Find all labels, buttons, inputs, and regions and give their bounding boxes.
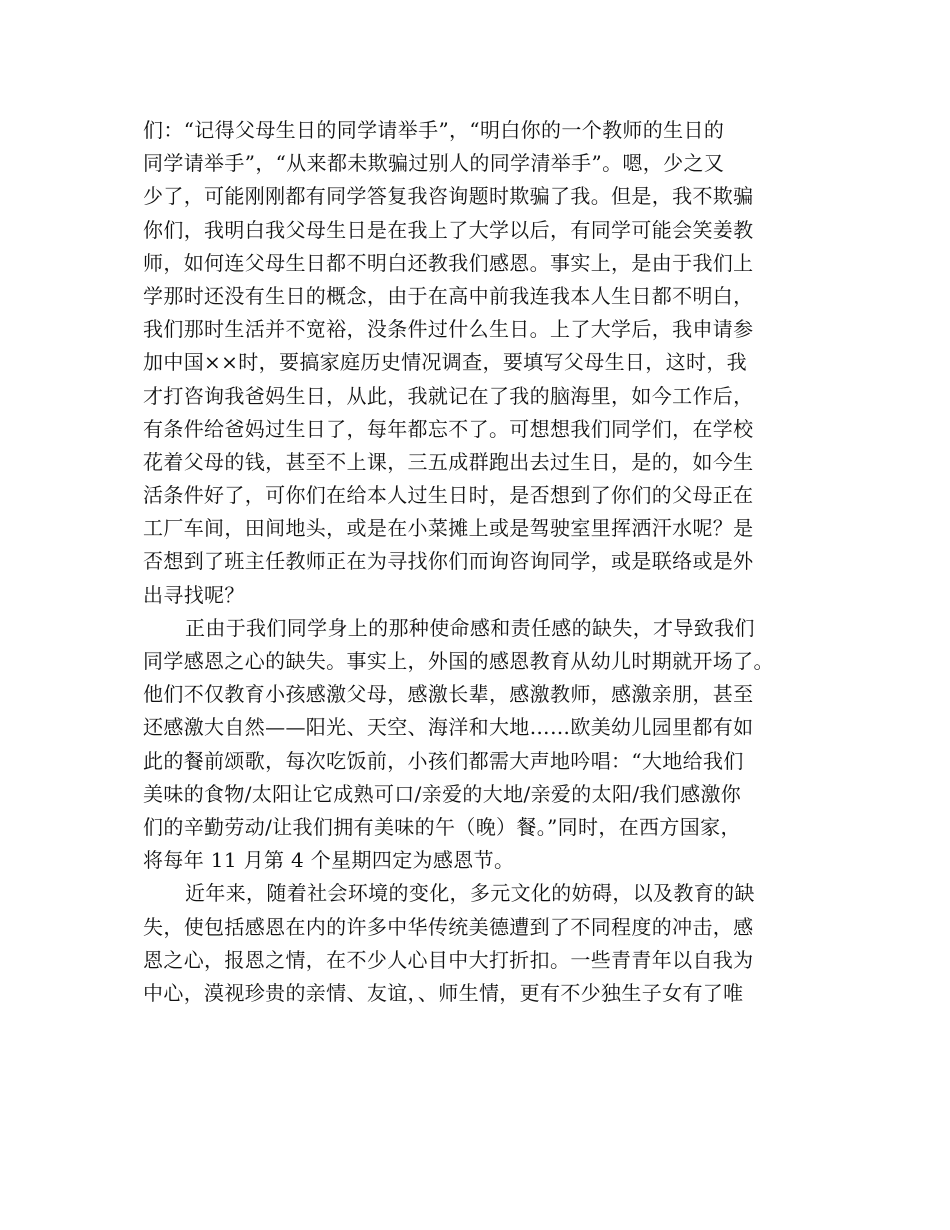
text-line: 们：“记得父母生日的同学请举手”，“明白你的一个教师的生日的 [143,118,725,142]
text-line: 活条件好了，可你们在给本人过生日时，是否想到了你们的父母正在 [143,483,754,508]
text-line: 还感激大自然——阳光、天空、海洋和大地……欧美幼儿园里都有如 [143,715,754,740]
text-line: 美味的食物/太阳让它成熟可口/亲爱的大地/亲爱的太阳/我们感激你 [143,781,742,806]
paragraph-start-line: 正由于我们同学身上的那种使命感和责任感的缺失，才导致我们 [185,615,755,640]
text-line: 将每年 11 月第 4 个星期四定为感恩节。 [143,848,515,873]
text-line: 同学请举手”，“从来都未欺骗过别人的同学清举手”。嗯，少之又 [143,151,725,176]
text-line: 们的辛勤劳动/让我们拥有美味的午（晚）餐。”同时，在西方国家， [143,814,741,839]
text-line: 中心，漠视珍贵的亲情、友谊，、师生情，更有不少独生子女有了唯 [143,980,744,1005]
text-line: 才打咨询我爸妈生日，从此，我就记在了我的脑海里，如今工作后， [143,383,754,408]
text-line: 此的餐前颂歌，每次吃饭前，小孩们都需大声地吟唱：“大地给我们 [143,748,744,773]
text-line: 出寻找呢？ [143,582,245,607]
paragraph-start-line: 近年来，随着社会环境的变化，多元文化的妨碍，以及教育的缺 [185,881,755,906]
text-line: 你们，我明白我父母生日是在我上了大学以后，有同学可能会笑姜教 [143,217,754,242]
text-line: 少了，可能刚刚都有同学答复我咨询题时欺骗了我。但是，我不欺骗 [143,184,754,209]
body-text [143,114,813,1010]
text-line: 失，使包括感恩在内的许多中华传统美德遭到了不同程度的冲击，感 [143,914,754,939]
text-line: 工厂车间，田间地头，或是在小菜摊上或是驾驶室里挥洒汗水呢？是 [143,516,754,541]
text-line: 加中国××时，要搞家庭历史情况调查，要填写父母生日，这时，我 [143,350,748,375]
text-line: 花着父母的钱，甚至不上课，三五成群跑出去过生日，是的，如今生 [143,449,754,474]
text-line: 恩之心，报恩之情，在不少人心目中大打折扣。一些青青年以自我为 [143,947,754,972]
text-line: 我们那时生活并不宽裕，没条件过什么生日。上了大学后，我申请参 [143,317,754,342]
text-line: 师，如何连父母生日都不明白还教我们感恩。事实上，是由于我们上 [143,250,754,275]
text-line: 有条件给爸妈过生日了，每年都忘不了。可想想我们同学们，在学校 [143,416,754,441]
text-line: 学那时还没有生日的概念，由于在高中前我连我本人生日都不明白， [143,283,754,308]
text-line: 他们不仅教育小孩感激父母，感激长辈，感激教师，感激亲朋，甚至 [143,682,754,707]
text-line: 同学感恩之心的缺失。事实上，外国的感恩教育从幼儿时期就开场了。 [143,649,774,673]
text-line: 否想到了班主任教师正在为寻找你们而询咨询同学，或是联络或是外 [143,549,754,574]
